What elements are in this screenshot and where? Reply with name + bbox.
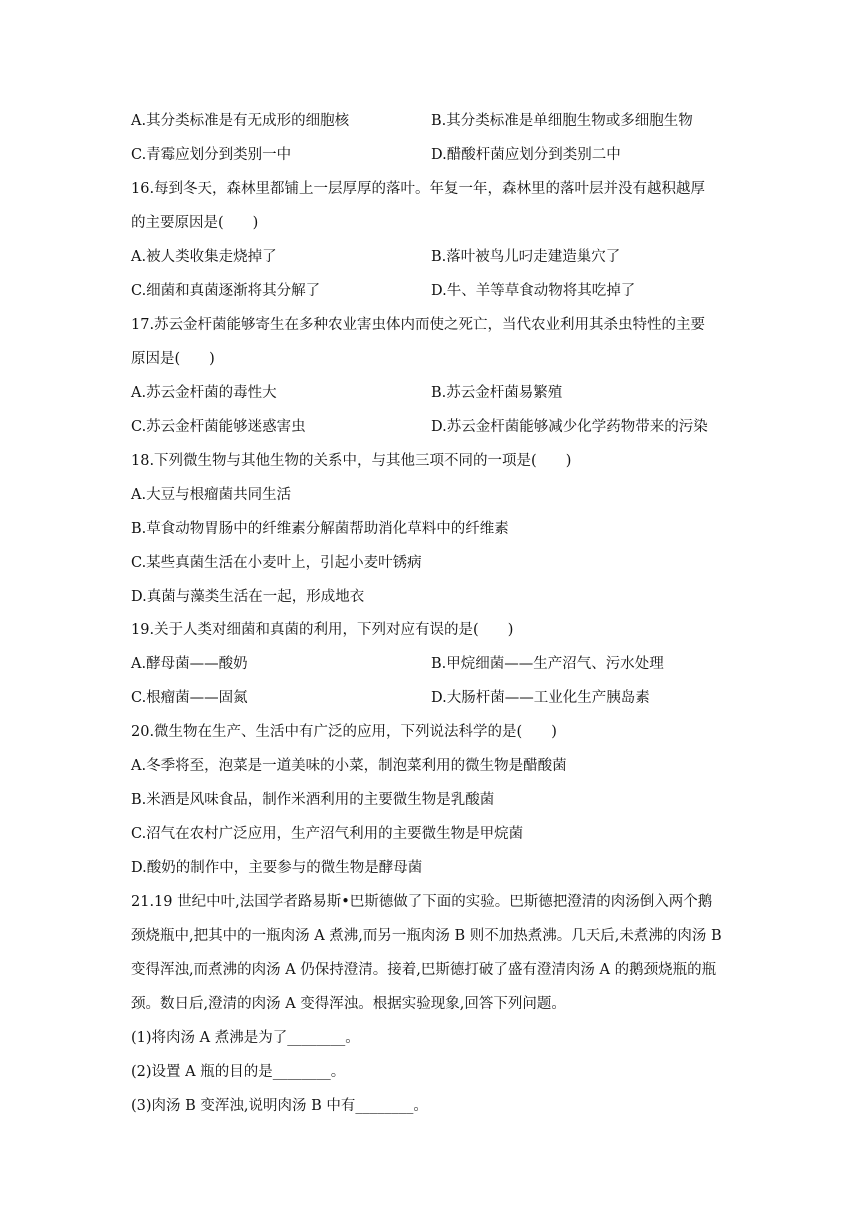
question-21-text-cont: 变得浑浊,而煮沸的肉汤 A 仍保持澄清。接着,巴斯德打破了盛有澄清肉汤 A 的鹅颈烧瓶的瓶 xyxy=(131,962,717,978)
q20-option-b: B.米酒是风味食品，制作米酒利用的主要微生物是乳酸菌 xyxy=(131,792,495,808)
q16-options-ab xyxy=(131,247,731,267)
question-16-text-cont: 的主要原因是( ) xyxy=(131,215,259,231)
option-b: B.落叶被鸟儿叼走建造巢穴了 xyxy=(431,249,621,265)
question-20-text: 20.微生物在生产、生活中有广泛的应用，下列说法科学的是( ) xyxy=(131,724,557,740)
q15-options-cd xyxy=(131,145,731,165)
question-17-text-cont: 原因是( ) xyxy=(131,351,215,367)
q16-options-cd xyxy=(131,281,731,301)
q19-options-cd xyxy=(131,688,731,708)
option-d: D.醋酸杆菌应划分到类别二中 xyxy=(431,147,621,163)
q18-option-c: C.某些真菌生活在小麦叶上，引起小麦叶锈病 xyxy=(131,555,422,571)
question-16-text: 16.每到冬天，森林里都铺上一层厚厚的落叶。年复一年，森林里的落叶层并没有越积越厚 xyxy=(131,181,706,197)
q19-options-ab xyxy=(131,654,731,674)
q20-option-c: C.沼气在农村广泛应用，生产沼气利用的主要微生物是甲烷菌 xyxy=(131,826,524,842)
question-17-text: 17.苏云金杆菌能够寄生在多种农业害虫体内而使之死亡，当代农业利用其杀虫特性的主要 xyxy=(131,317,706,333)
q20-option-d: D.酸奶的制作中，主要参与的微生物是酵母菌 xyxy=(131,860,423,876)
option-c: C.青霉应划分到类别一中 xyxy=(131,147,292,163)
option-b: B.苏云金杆菌易繁殖 xyxy=(431,385,563,401)
option-c: C.细菌和真菌逐渐将其分解了 xyxy=(131,283,321,299)
q21-subquestion-3: (3)肉汤 B 变浑浊,说明肉汤 B 中有________。 xyxy=(131,1098,428,1114)
q18-option-b: B.草食动物胃肠中的纤维素分解菌帮助消化草料中的纤维素 xyxy=(131,521,509,537)
question-21-text-cont: 颈烧瓶中,把其中的一瓶肉汤 A 煮沸,而另一瓶肉汤 B 则不加热煮沸。几天后,未煮沸的肉汤 B xyxy=(131,928,722,944)
option-a: A.被人类收集走烧掉了 xyxy=(131,249,277,265)
option-d: D.大肠杆菌——工业化生产胰岛素 xyxy=(431,690,650,706)
option-d: D.苏云金杆菌能够减少化学药物带来的污染 xyxy=(431,419,708,435)
q20-option-a: A.冬季将至，泡菜是一道美味的小菜，制泡菜利用的微生物是醋酸菌 xyxy=(131,758,567,774)
question-21-text-cont: 颈。数日后,澄清的肉汤 A 变得浑浊。根据实验现象,回答下列问题。 xyxy=(131,996,566,1012)
q21-subquestion-2: (2)设置 A 瓶的目的是________。 xyxy=(131,1064,346,1080)
question-18-text: 18.下列微生物与其他生物的关系中，与其他三项不同的一项是( ) xyxy=(131,453,572,469)
option-c: C.根瘤菌——固氮 xyxy=(131,690,248,706)
q15-options-ab xyxy=(131,111,731,131)
q17-options-cd xyxy=(131,417,731,437)
option-d: D.牛、羊等草食动物将其吃掉了 xyxy=(431,283,636,299)
option-a: A.苏云金杆菌的毒性大 xyxy=(131,385,277,401)
option-b: B.甲烷细菌——生产沼气、污水处理 xyxy=(431,656,664,672)
q18-option-d: D.真菌与藻类生活在一起，形成地衣 xyxy=(131,589,365,605)
q21-subquestion-1: (1)将肉汤 A 煮沸是为了________。 xyxy=(131,1030,360,1046)
q17-options-ab xyxy=(131,383,731,403)
question-21-text: 21.19 世纪中叶,法国学者路易斯•巴斯德做了下面的实验。巴斯德把澄清的肉汤倒入两个鹅 xyxy=(131,894,713,910)
option-b: B.其分类标准是单细胞生物或多细胞生物 xyxy=(431,113,693,129)
option-c: C.苏云金杆菌能够迷惑害虫 xyxy=(131,419,306,435)
option-a: A.其分类标准是有无成形的细胞核 xyxy=(131,113,350,129)
option-a: A.酵母菌——酸奶 xyxy=(131,656,248,672)
question-19-text: 19.关于人类对细菌和真菌的利用，下列对应有误的是( ) xyxy=(131,622,514,638)
q18-option-a: A.大豆与根瘤菌共同生活 xyxy=(131,487,292,503)
